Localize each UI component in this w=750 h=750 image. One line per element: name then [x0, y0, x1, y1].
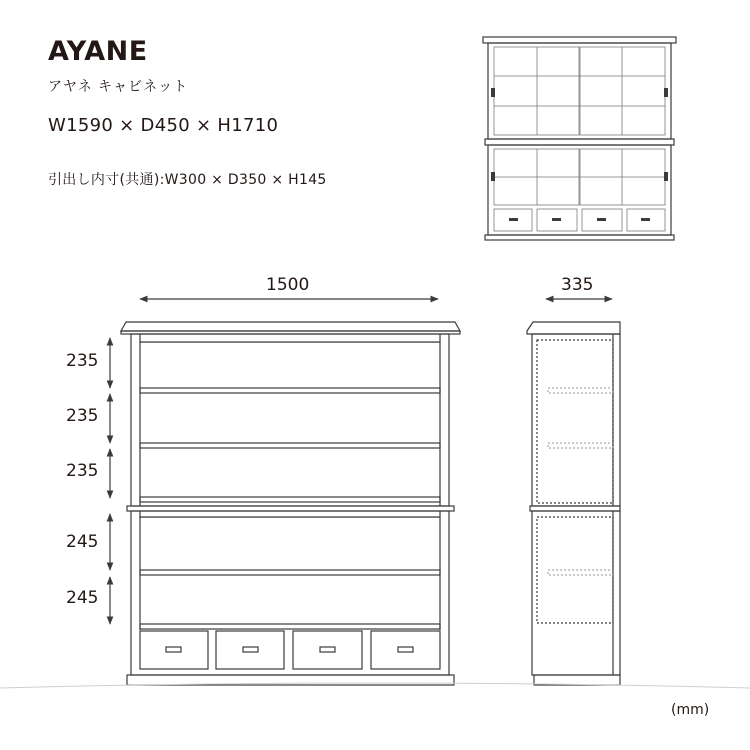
unit-label: (mm): [671, 702, 710, 718]
shelf-height-label-1: 235: [66, 351, 99, 371]
product-name: AYANE: [48, 36, 148, 67]
depth-dimension-label: 335: [561, 275, 594, 295]
shelf-height-label-3: 235: [66, 461, 99, 481]
product-name-kana: アヤネ キャビネット: [48, 79, 189, 95]
cabinet-front-view: [121, 322, 460, 685]
shelf-height-label-4: 245: [66, 532, 99, 552]
cabinet-thumbnail: [483, 37, 676, 240]
width-dimension-label: 1500: [266, 275, 310, 295]
drawer-inner-dimensions: 引出し内寸(共通):W300 × D350 × H145: [48, 172, 327, 188]
shelf-height-label-2: 235: [66, 406, 99, 426]
shelf-height-label-5: 245: [66, 588, 99, 608]
overall-dimensions: W1590 × D450 × H1710: [48, 115, 279, 136]
cabinet-side-view: [527, 322, 620, 685]
